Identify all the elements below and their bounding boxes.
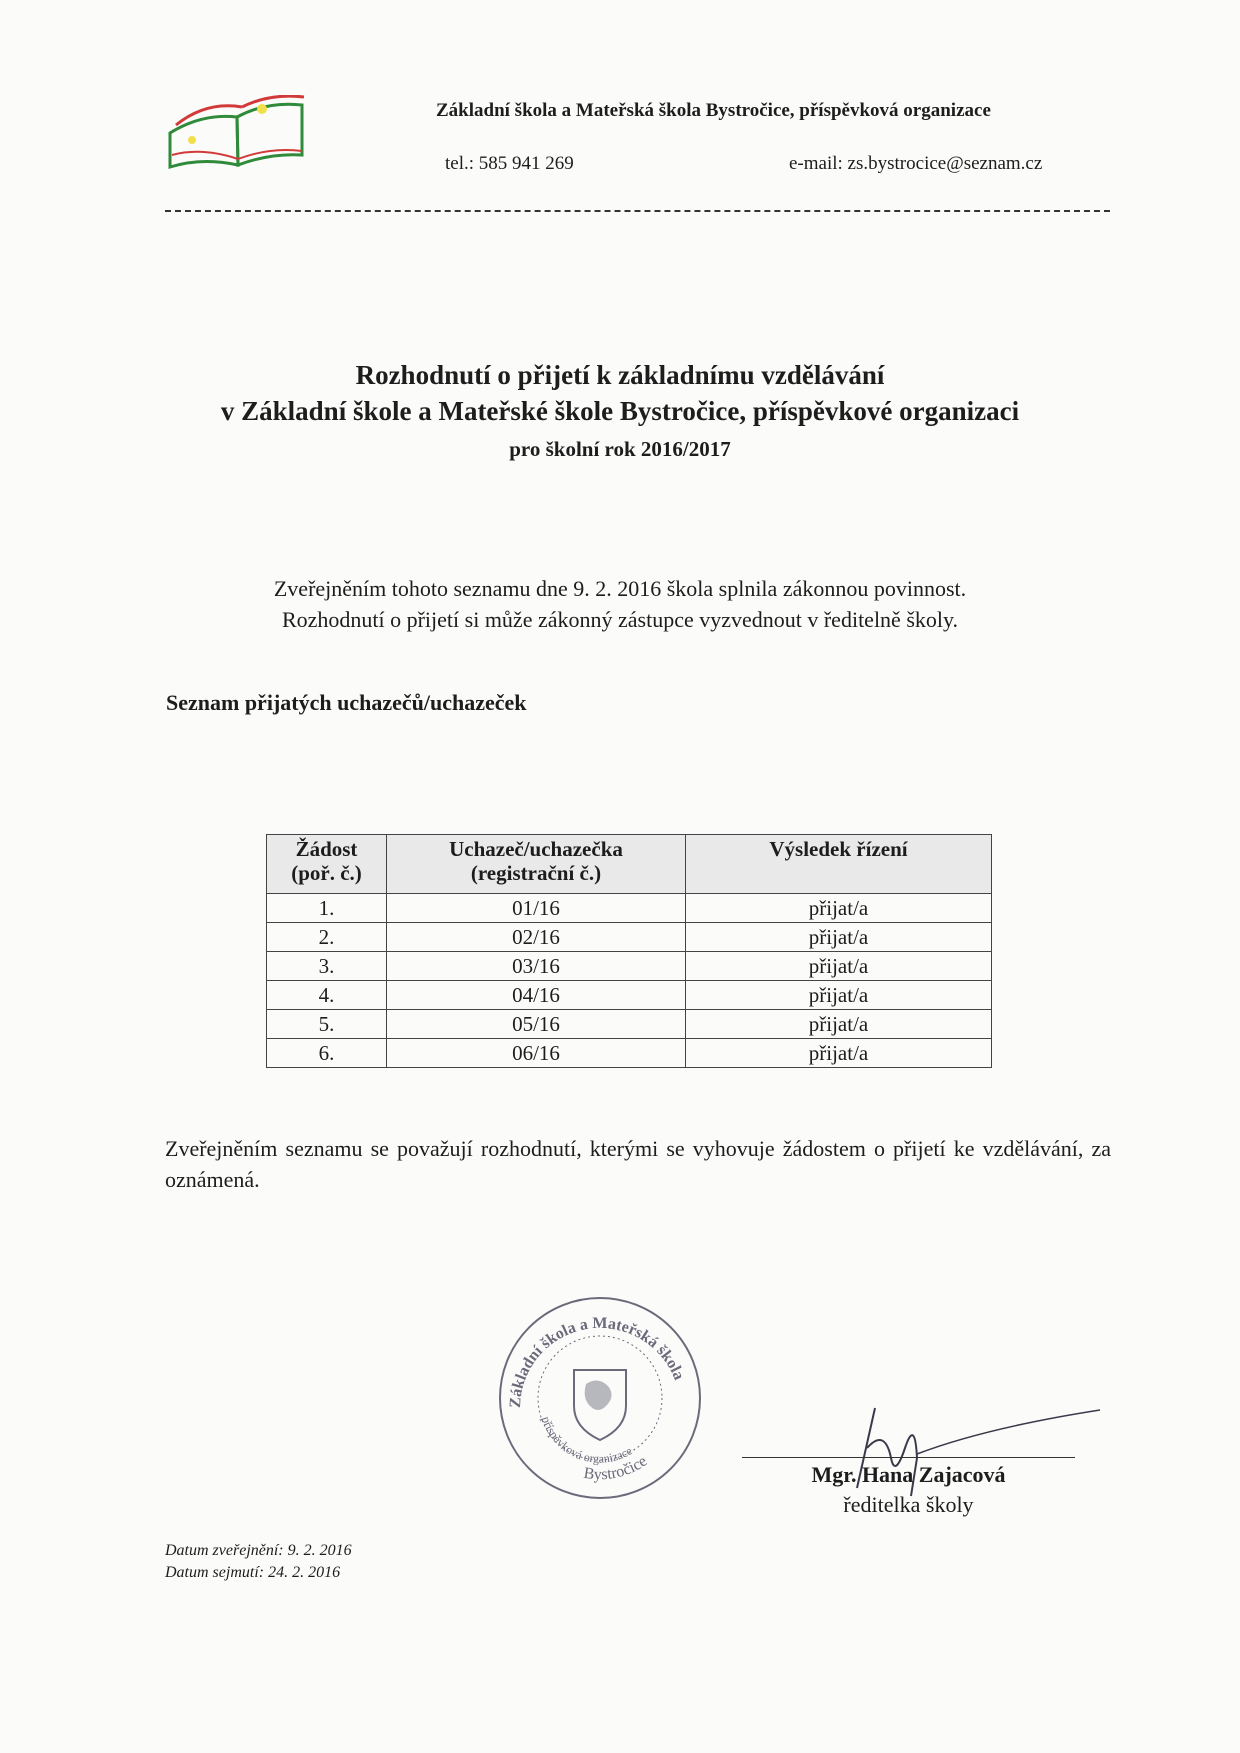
- title-school-year: pro školní rok 2016/2017: [509, 437, 731, 461]
- header-result: [686, 835, 992, 894]
- cell-number: 1.: [267, 894, 387, 923]
- cell-number: 4.: [267, 981, 387, 1010]
- stamp-inner-text: příspěvková organizace: [539, 1414, 635, 1466]
- posting-dates: [165, 1540, 352, 1584]
- cell-result: přijat/a: [686, 981, 992, 1010]
- admission-results-table: [266, 834, 992, 1068]
- cell-result: přijat/a: [686, 952, 992, 981]
- header-organization-name: Základní škola a Mateřská škola Bystročice, příspěvková organizace: [436, 100, 991, 121]
- intro-paragraph: [150, 573, 1090, 635]
- date-removed: Datum sejmutí: 24. 2. 2016: [165, 1564, 341, 1581]
- cell-registration: 05/16: [387, 1010, 686, 1039]
- svg-text:příspěvková organizace: [539, 1415, 634, 1466]
- header-application-number: [267, 835, 387, 894]
- table-row: [267, 894, 992, 923]
- cell-registration: 03/16: [387, 952, 686, 981]
- closing-paragraph: Zveřejněním seznamu se považují rozhodnutí, kterými se vyhovuje žádostem o přijetí ke vzdělávání, za oznámená.: [165, 1136, 1111, 1192]
- document-title: [150, 357, 1090, 469]
- cell-registration: 01/16: [387, 894, 686, 923]
- header-label: Výsledek řízení: [769, 837, 908, 861]
- header-sublabel: (registrační č.): [470, 861, 602, 885]
- header-telephone: tel.: 585 941 269: [445, 153, 574, 174]
- intro-line-2: Rozhodnutí o přijetí si může zákonný zástupce vyzvednout v ředitelně školy.: [281, 607, 959, 632]
- cell-result: přijat/a: [686, 1039, 992, 1068]
- cell-number: 5.: [267, 1010, 387, 1039]
- date-published: Datum zveřejnění: 9. 2. 2016: [165, 1542, 352, 1559]
- cell-registration: 02/16: [387, 923, 686, 952]
- stamp-outer-text: Základní škola a Mateřská škola: [506, 1314, 688, 1409]
- cell-registration: 04/16: [387, 981, 686, 1010]
- school-stamp-icon: [490, 1288, 710, 1508]
- cell-number: 6.: [267, 1039, 387, 1068]
- cell-number: 3.: [267, 952, 387, 981]
- cell-result: přijat/a: [686, 894, 992, 923]
- cell-registration: 06/16: [387, 1039, 686, 1068]
- cell-result: přijat/a: [686, 1010, 992, 1039]
- header-divider: [165, 210, 1110, 212]
- table-row: [267, 1039, 992, 1068]
- header-sublabel: (poř. č.): [291, 861, 362, 885]
- stamp-bottom-text: Bystročice: [582, 1452, 651, 1484]
- table-row: [267, 923, 992, 952]
- table-row: [267, 952, 992, 981]
- intro-line-1: Zveřejněním tohoto seznamu dne 9. 2. 2016 škola splnila zákonnou povinnost.: [273, 576, 967, 601]
- table-header-row: [267, 835, 992, 894]
- table-row: [267, 981, 992, 1010]
- header-email: e-mail: zs.bystrocice@seznam.cz: [789, 153, 1043, 174]
- admitted-list-heading: Seznam přijatých uchazečů/uchazeček: [166, 690, 527, 715]
- cell-result: přijat/a: [686, 923, 992, 952]
- table-row: [267, 1010, 992, 1039]
- title-line-2: v Základní škole a Mateřské škole Bystročice, příspěvkové organizaci: [220, 396, 1020, 426]
- header-applicant: [387, 835, 686, 894]
- signature-line: [742, 1457, 1075, 1458]
- header-label: Žádost: [295, 837, 358, 861]
- cell-number: 2.: [267, 923, 387, 952]
- header-label: Uchazeč/uchazečka: [449, 837, 623, 861]
- school-logo-icon: [162, 95, 312, 175]
- title-line-1: Rozhodnutí o přijetí k základnímu vzdělávání: [355, 360, 885, 390]
- signer-role: ředitelka školy: [843, 1492, 974, 1517]
- signer-name: Mgr. Hana Zajacová: [811, 1462, 1006, 1487]
